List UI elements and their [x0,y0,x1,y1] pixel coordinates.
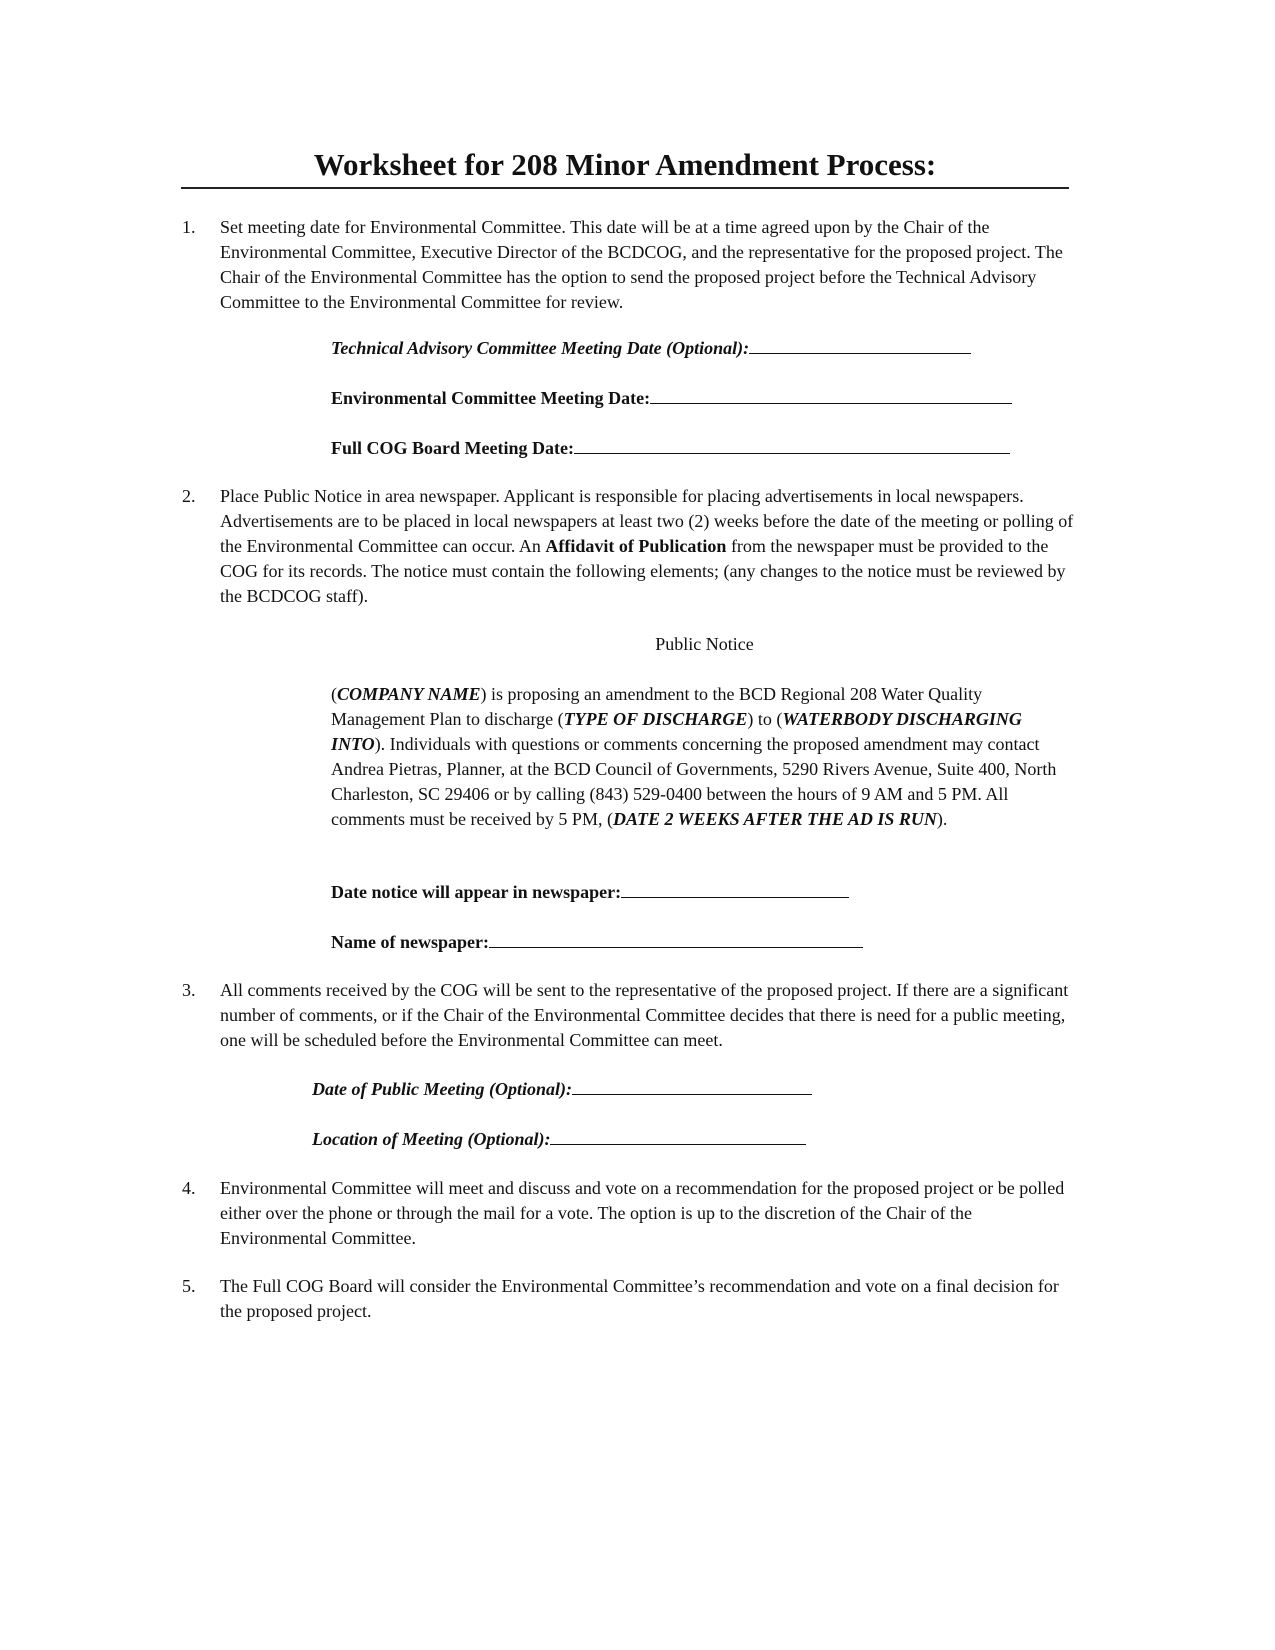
waterbody-placeholder: WATERBODY DISCHARGING INTO [331,709,1022,754]
tac-meeting-date-field[interactable] [331,335,971,361]
notice-appear-date-blank[interactable] [621,879,849,898]
tac-meeting-date-label: Technical Advisory Committee Meeting Date (Optional): [331,338,750,358]
environmental-committee-meeting-date-label: Environmental Committee Meeting Date: [331,388,651,408]
item-5-number: 5. [182,1276,196,1296]
meeting-location-field[interactable] [312,1126,806,1152]
item-2-text [220,484,1075,609]
public-notice-heading: Public Notice [655,634,754,654]
full-cog-board-meeting-date-field[interactable] [331,435,1010,461]
newspaper-name-label: Name of newspaper: [331,932,489,952]
notice-appear-date-label: Date notice will appear in newspaper: [331,882,622,902]
item-4-number: 4. [182,1178,196,1198]
item-2-number: 2. [182,486,196,506]
public-meeting-date-label: Date of Public Meeting (Optional): [312,1079,572,1099]
company-name-placeholder: COMPANY NAME [337,684,481,704]
title-divider [181,187,1069,189]
public-meeting-date-field[interactable] [312,1076,812,1102]
meeting-location-label: Location of Meeting (Optional): [312,1129,551,1149]
full-cog-board-meeting-date-label: Full COG Board Meeting Date: [331,438,574,458]
item-1-text: Set meeting date for Environmental Committee. This date will be at a time agreed upon by the Chair of the Environmental Committee, Executive Director of the BCDCOG, and the representative for the proposed project. The Chair of the Environmental Committee has the option to send the proposed project before the Technical Advisory Committee to the Environmental Committee for review. [220,217,1063,312]
tac-meeting-date-blank[interactable] [749,335,971,354]
notice-text: ) is proposing an amendment to the BCD Regional 208 Water Quality Management Plan to discharge ( [331,684,983,729]
item-2-text-after: from the newspaper must be provided to the COG for its records. The notice must contain the following elements; (any changes to the notice must be reviewed by the BCDCOG staff). [220,536,1066,606]
deadline-date-placeholder: DATE 2 WEEKS AFTER THE AD IS RUN [612,809,937,829]
type-of-discharge-placeholder: TYPE OF DISCHARGE [563,709,748,729]
notice-text: ( [331,684,337,704]
item-5-text: The Full COG Board will consider the Environmental Committee’s recommendation and vote on a final decision for the proposed project. [220,1276,1059,1321]
environmental-committee-meeting-date-blank[interactable] [650,385,1012,404]
notice-text: ). [936,809,948,829]
item-2-text-before: Place Public Notice in area newspaper. Applicant is responsible for placing advertisements in local newspapers. Advertisements are to be placed in local newspapers at least two (2) weeks before the date of the meeting or polling of the Environmental Committee can occur. An [220,486,1074,556]
item-1-number: 1. [182,217,196,237]
notice-appear-date-field[interactable] [331,879,849,905]
notice-text: ). Individuals with questions or comments concerning the proposed amendment may contact Andrea Pietras, Planner, at the BCD Council of Governments, 5290 Rivers Avenue, Suite 400, North Charleston, SC 29406 or by calling (843) 529-0400 between the hours of 9 AM and 5 PM. All comments must be received by 5 PM, ( [331,734,1057,829]
public-notice-template [331,682,1076,832]
environmental-committee-meeting-date-field[interactable] [331,385,1012,411]
full-cog-board-meeting-date-blank[interactable] [574,435,1010,454]
item-3-text: All comments received by the COG will be sent to the representative of the proposed project. If there are a significant number of comments, or if the Chair of the Environmental Committee decides that there is need for a public meeting, one will be scheduled before the Environmental Committee can meet. [220,980,1069,1050]
item-4-text: Environmental Committee will meet and discuss and vote on a recommendation for the proposed project or be polled either over the phone or through the mail for a vote. The option is up to the discretion of the Chair of the Environmental Committee. [220,1178,1065,1248]
newspaper-name-blank[interactable] [489,929,863,948]
meeting-location-blank[interactable] [550,1126,806,1145]
document-title: Worksheet for 208 Minor Amendment Process: [313,147,937,182]
notice-text: ) to ( [747,709,783,729]
public-meeting-date-blank[interactable] [572,1076,812,1095]
affidavit-of-publication-text: Affidavit of Publication [545,536,727,556]
item-3-number: 3. [182,980,196,1000]
newspaper-name-field[interactable] [331,929,863,955]
